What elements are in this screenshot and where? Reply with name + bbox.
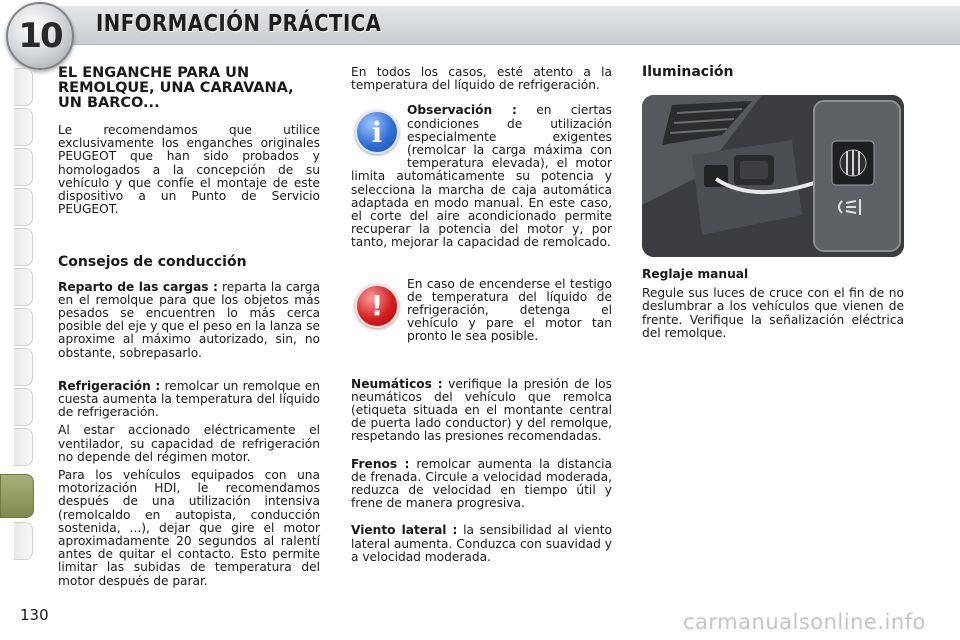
info-icon: i <box>355 110 399 154</box>
warning-icon: ! <box>355 284 399 328</box>
chapter-tab[interactable] <box>14 388 33 426</box>
chapter-tab[interactable] <box>14 428 33 466</box>
warning-icon-box <box>353 282 401 330</box>
column-driving <box>351 66 612 564</box>
chapter-tab[interactable] <box>14 308 33 346</box>
watermark: carmanualsonline.info <box>683 610 926 634</box>
tyres-text: verifique la presión de los neumáticos del vehículo que remolca (etiqueta situada en el montante central de puerta lado conductor) y del remolque, respetando las presiones recomendadas. <box>351 376 612 444</box>
observation-text: en ciertas condiciones de utilización especialmente exigentes (remolcar la carga máxima con temperatura elevada), el motor limita automáticamente su potencia y selecciona la marcha de caja automática adaptada en modo manual. En este caso, el corte del aire acondicionado permite recuperar la potencia del motor y, por tanto, mejorar la capacidad de remolcado. <box>351 103 612 250</box>
chapter-tab[interactable] <box>14 188 33 226</box>
chapter-tab[interactable] <box>14 148 33 186</box>
manual-adjust-block <box>642 268 904 340</box>
brakes-label: Frenos : <box>351 456 410 471</box>
fan-paragraph: Al estar accionado eléctricamente el ventilador, su capacidad de refrigeración no depende del régimen motor. <box>58 423 320 464</box>
driving-advice-heading: Consejos de conducción <box>58 254 247 271</box>
chapter-tab[interactable] <box>14 68 33 106</box>
chapter-tab[interactable] <box>14 268 33 306</box>
crosswind-label: Viento lateral : <box>351 523 458 538</box>
page-number: 130 <box>20 606 49 624</box>
chapter-tab[interactable] <box>14 228 33 266</box>
observation-label: Observación : <box>407 103 517 118</box>
towing-heading: EL ENGANCHE PARA UN REMOLQUE, UNA CARAVANA, UN BARCO... <box>58 65 294 111</box>
column-towing <box>58 66 320 588</box>
brakes-text: remolcar aumenta la distancia de frenada. Circule a velocidad moderada, reduzca de velocidad en tiempo útil y frene de manera progresiva. <box>351 456 612 511</box>
warning-text: En caso de encenderse el testigo de temperatura del líquido de refrigeración, detenga el vehículo y pare el motor tan pronto le sea posible. <box>407 276 612 344</box>
load-distribution-text: reparta la carga en el remolque para que los objetos más pesados se encuentren lo más cerca posible del eje y que el peso en la lanza se aproxime al máximo autorizado, sin, no obstante, sobrepasarlo. <box>58 279 321 360</box>
observation-block <box>351 104 612 249</box>
headlamp-adjust-illustration <box>642 95 904 257</box>
column-lighting <box>642 66 904 79</box>
load-distribution-paragraph <box>58 281 320 360</box>
cooling-label: Refrigeración : <box>58 378 161 393</box>
hdi-paragraph: Para los vehículos equipados con una motorización HDI, le recomendamos después de una utilización intensiva (remolcaldo en autopista, conducción sostenida, ...), dejar que gire el motor aproximadamente 20 segundos al ralentí antes de quitar el contacto. Esto permite limitar las subidas de temperatura del motor después de parar. <box>58 468 320 588</box>
coolant-intro: En todos los casos, esté atento a la temperatura del líquido de refrigeración. <box>351 65 612 93</box>
towing-intro: Le recomendamos que utilice exclusivamente los enganches originales PEUGEOT que han sido probados y homologados a la concepción de su vehículo y que confíe el montaje de este dispositivo a un Punto de Servicio PEUGEOT. <box>58 123 320 217</box>
tyres-paragraph <box>351 378 612 444</box>
chapter-number: 10 <box>18 16 62 56</box>
chapter-tab[interactable] <box>14 522 33 560</box>
page-header <box>0 0 960 60</box>
headlamp-adjust-photo <box>642 95 904 257</box>
crosswind-text: la sensibilidad al viento lateral aumenta. Conduzca con suavidad y a velocidad moderada. <box>351 523 612 564</box>
chapter-tabs <box>0 60 34 580</box>
load-distribution-label: Reparto de las cargas : <box>58 279 218 294</box>
cooling-paragraph <box>58 380 320 420</box>
chapter-tab-active[interactable] <box>0 474 34 518</box>
page-title: INFORMACIÓN PRÁCTICA <box>96 11 382 37</box>
info-icon-box <box>353 108 401 156</box>
manual-adjust-text: Regule sus luces de cruce con el fin de no deslumbrar a los vehículos que vienen de frente. Verifique la señalización eléctrica del remolque. <box>642 286 904 340</box>
cooling-text: remolcar un remolque en cuesta aumenta la temperatura del líquido de refrigeración. <box>58 378 321 420</box>
warning-block <box>351 278 612 344</box>
crosswind-paragraph <box>351 524 612 564</box>
chapter-tab[interactable] <box>14 348 33 386</box>
tyres-label: Neumáticos : <box>351 376 443 391</box>
brakes-paragraph <box>351 458 612 511</box>
manual-adjust-label: Reglaje manual <box>642 267 749 281</box>
chapter-tab[interactable] <box>14 108 33 146</box>
lighting-heading: Iluminación <box>642 64 734 80</box>
